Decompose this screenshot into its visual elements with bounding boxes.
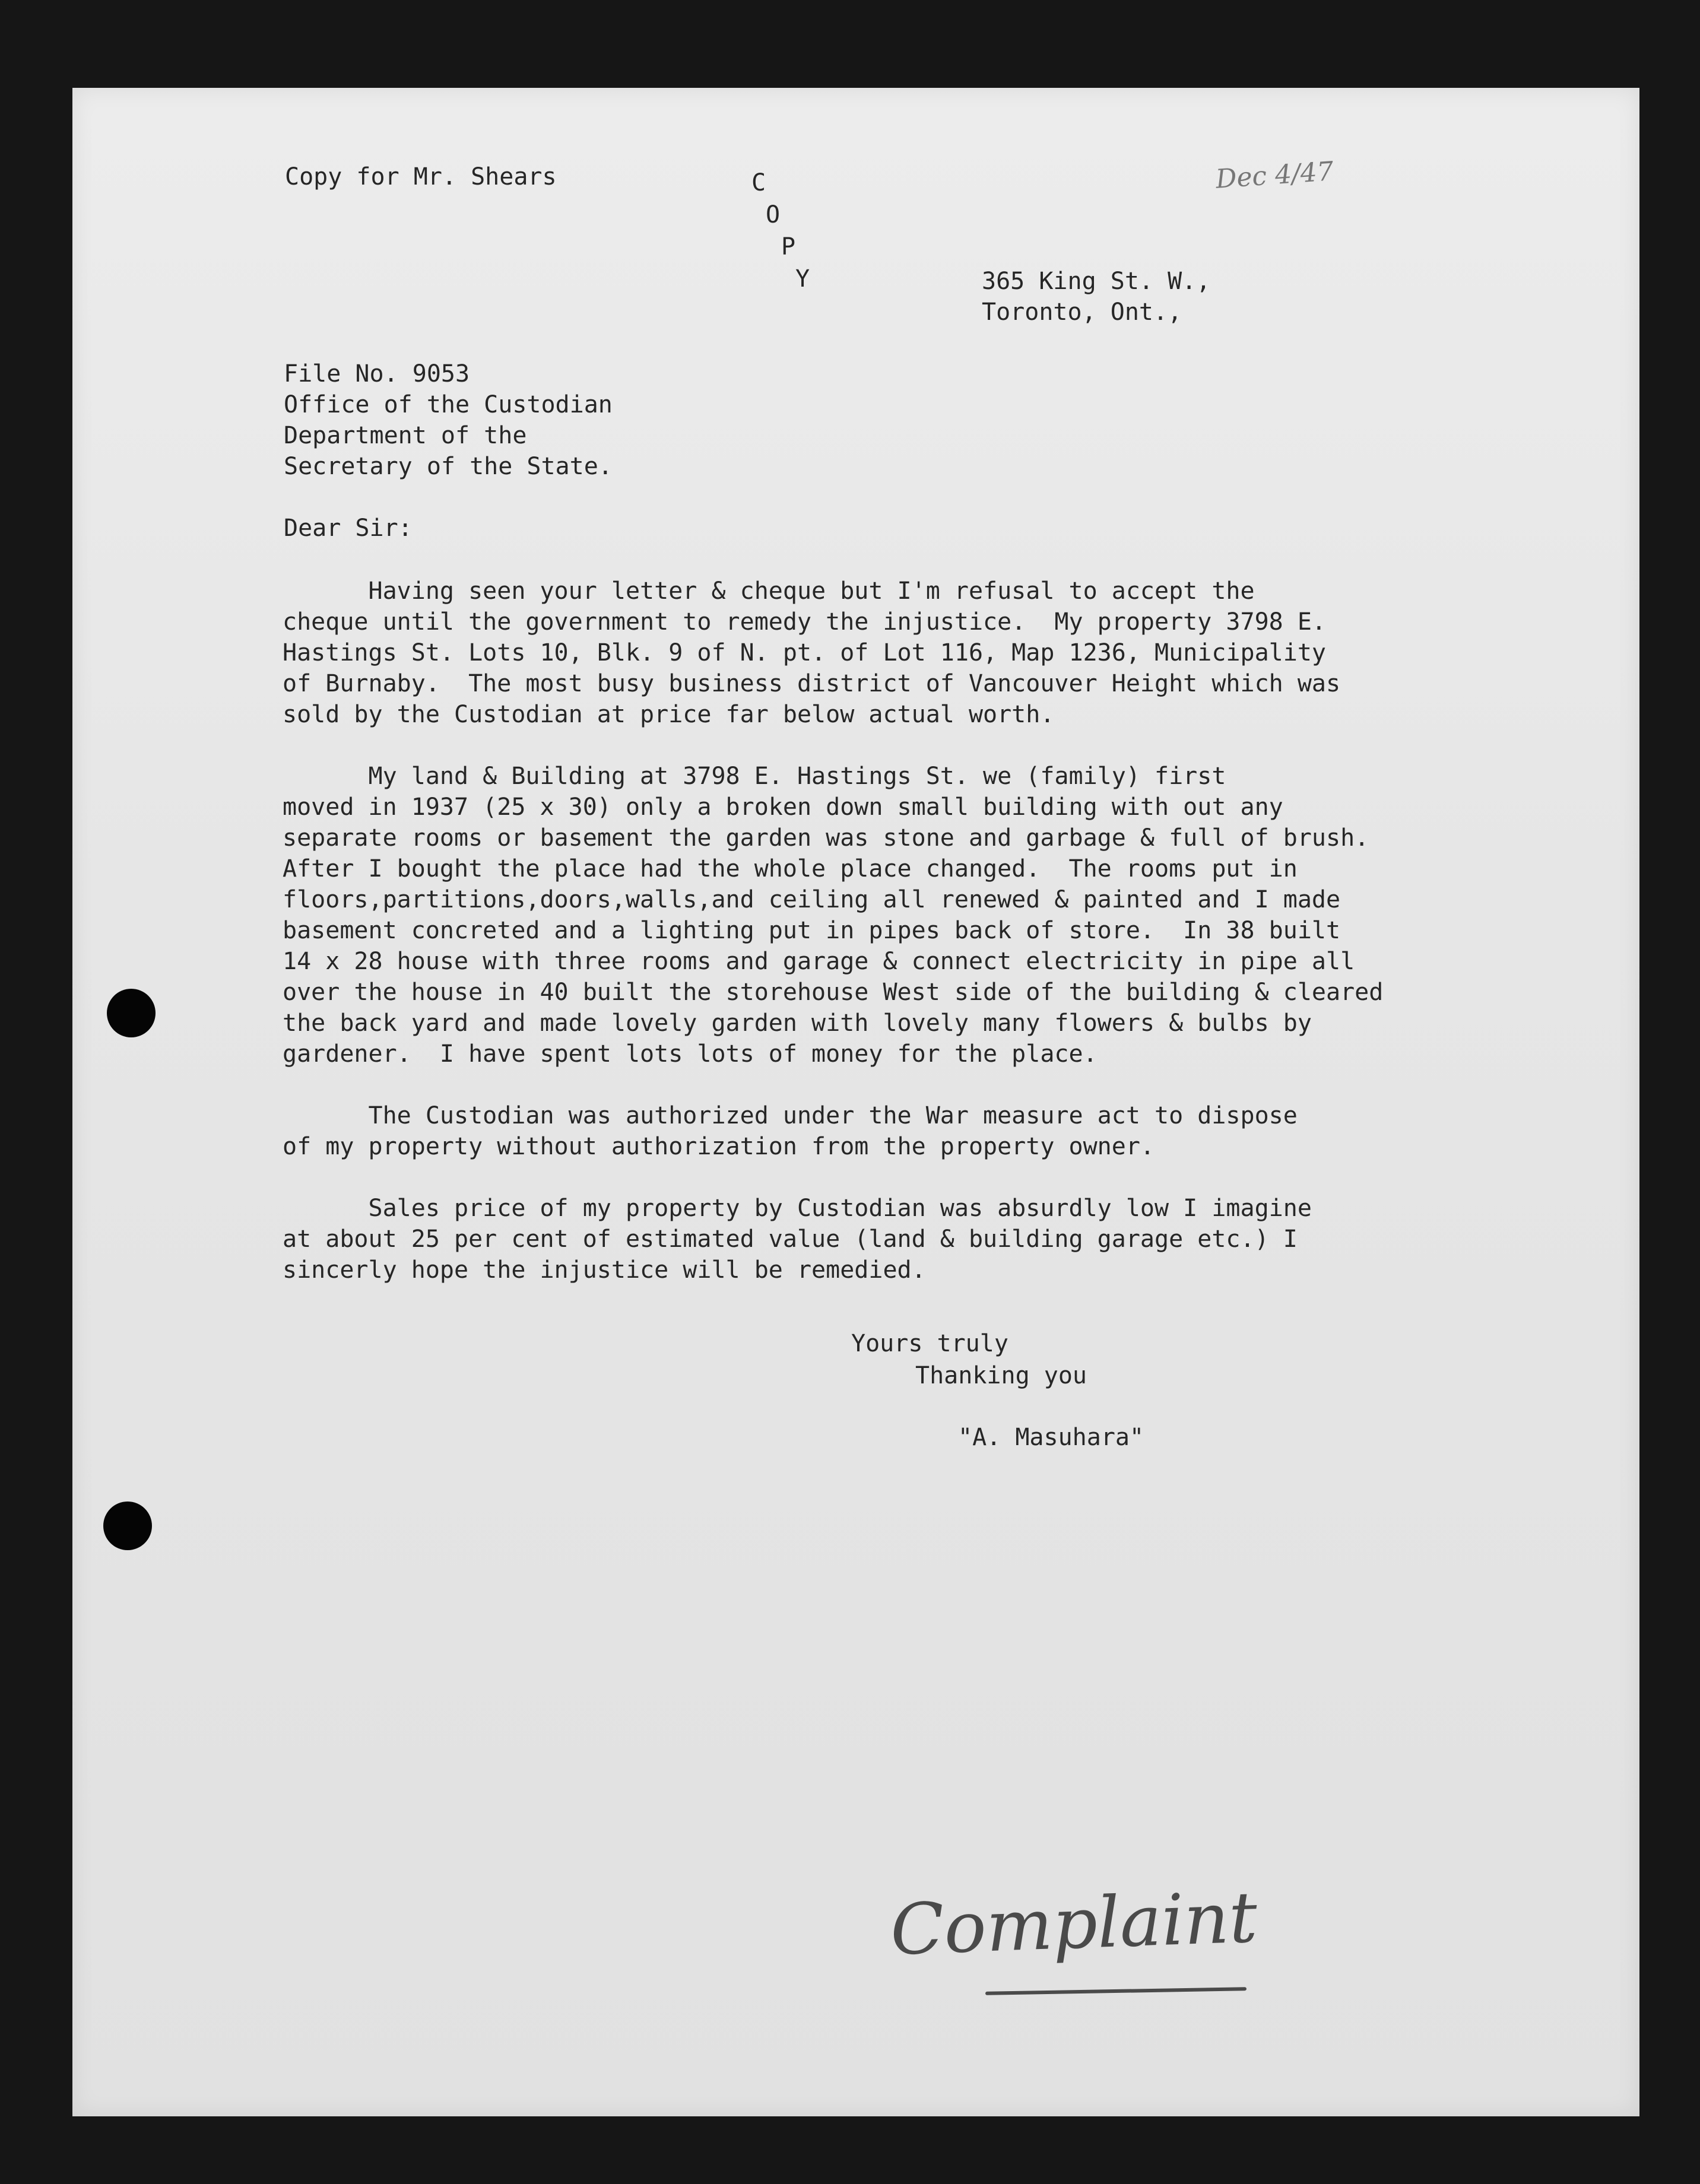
body-line: at about 25 per cent of estimated value (land & building garage etc.) I [283,1226,1298,1253]
copy-letter-c: C [751,169,766,196]
body-line: of my property without authorization from the property owner. [283,1133,1155,1160]
body-line: After I bought the place had the whole place changed. The rooms put in [283,855,1298,883]
copy-letter-o: O [766,201,781,228]
closing-thanking-you: Thanking you [915,1362,1087,1389]
body-line: Sales price of my property by Custodian was absurdly low I imagine [283,1195,1312,1222]
sender-address-line2: Toronto, Ont., [982,299,1182,326]
body-line: cheque until the government to remedy the injustice. My property 3798 E. [283,608,1326,636]
complaint-annotation: Complaint [889,1876,1259,1971]
copy-letter-p: P [781,233,796,261]
sender-address-line1: 365 King St. W., [982,268,1211,295]
body-line: the back yard and made lovely garden with lovely many flowers & bulbs by [283,1010,1312,1037]
body-line: Having seen your letter & cheque but I'm refusal to accept the [283,577,1255,605]
paragraph-4 [283,1193,1499,1285]
body-line: Hastings St. Lots 10, Blk. 9 of N. pt. of Lot 116, Map 1236, Municipality [283,639,1326,666]
body-line: basement concreted and a lighting put in pipes back of store. In 38 built [283,917,1341,944]
copy-letter-y: Y [795,265,810,293]
salutation: Dear Sir: [284,515,413,542]
recipient-line3: Department of the [284,422,527,449]
date-annotation: Dec 4/47 [1214,156,1335,195]
body-line: sold by the Custodian at price far below actual worth. [283,701,1055,728]
paragraph-2 [283,761,1499,1069]
body-line: gardener. I have spent lots lots of money for the place. [283,1040,1098,1068]
paragraph-3 [283,1100,1499,1162]
recipient-line4: Secretary of the State. [284,453,613,480]
body-line: My land & Building at 3798 E. Hastings St. we (family) first [283,763,1226,790]
body-line: 14 x 28 house with three rooms and garage & connect electricity in pipe all [283,948,1355,975]
copy-for-line: Copy for Mr. Shears [285,163,557,191]
letter-body [283,576,1499,1285]
punch-hole-upper [107,989,156,1037]
punch-hole-lower [103,1502,152,1550]
recipient-line2: Office of the Custodian [284,391,613,418]
body-line: over the house in 40 built the storehouse West side of the building & cleared [283,979,1384,1006]
body-line: of Burnaby. The most busy business district of Vancouver Height which was [283,670,1341,697]
body-line: sincerly hope the injustice will be remedied. [283,1256,926,1284]
body-line: moved in 1937 (25 x 30) only a broken down small building with out any [283,793,1283,821]
paragraph-1 [283,576,1499,730]
file-number: File No. 9053 [284,360,470,388]
body-line: separate rooms or basement the garden was stone and garbage & full of brush. [283,824,1369,852]
closing-yours-truly: Yours truly [851,1330,1008,1357]
signature: "A. Masuhara" [958,1424,1144,1451]
body-line: The Custodian was authorized under the War measure act to dispose [283,1102,1298,1129]
body-line: floors,partitions,doors,walls,and ceiling all renewed & painted and I made [283,886,1341,913]
